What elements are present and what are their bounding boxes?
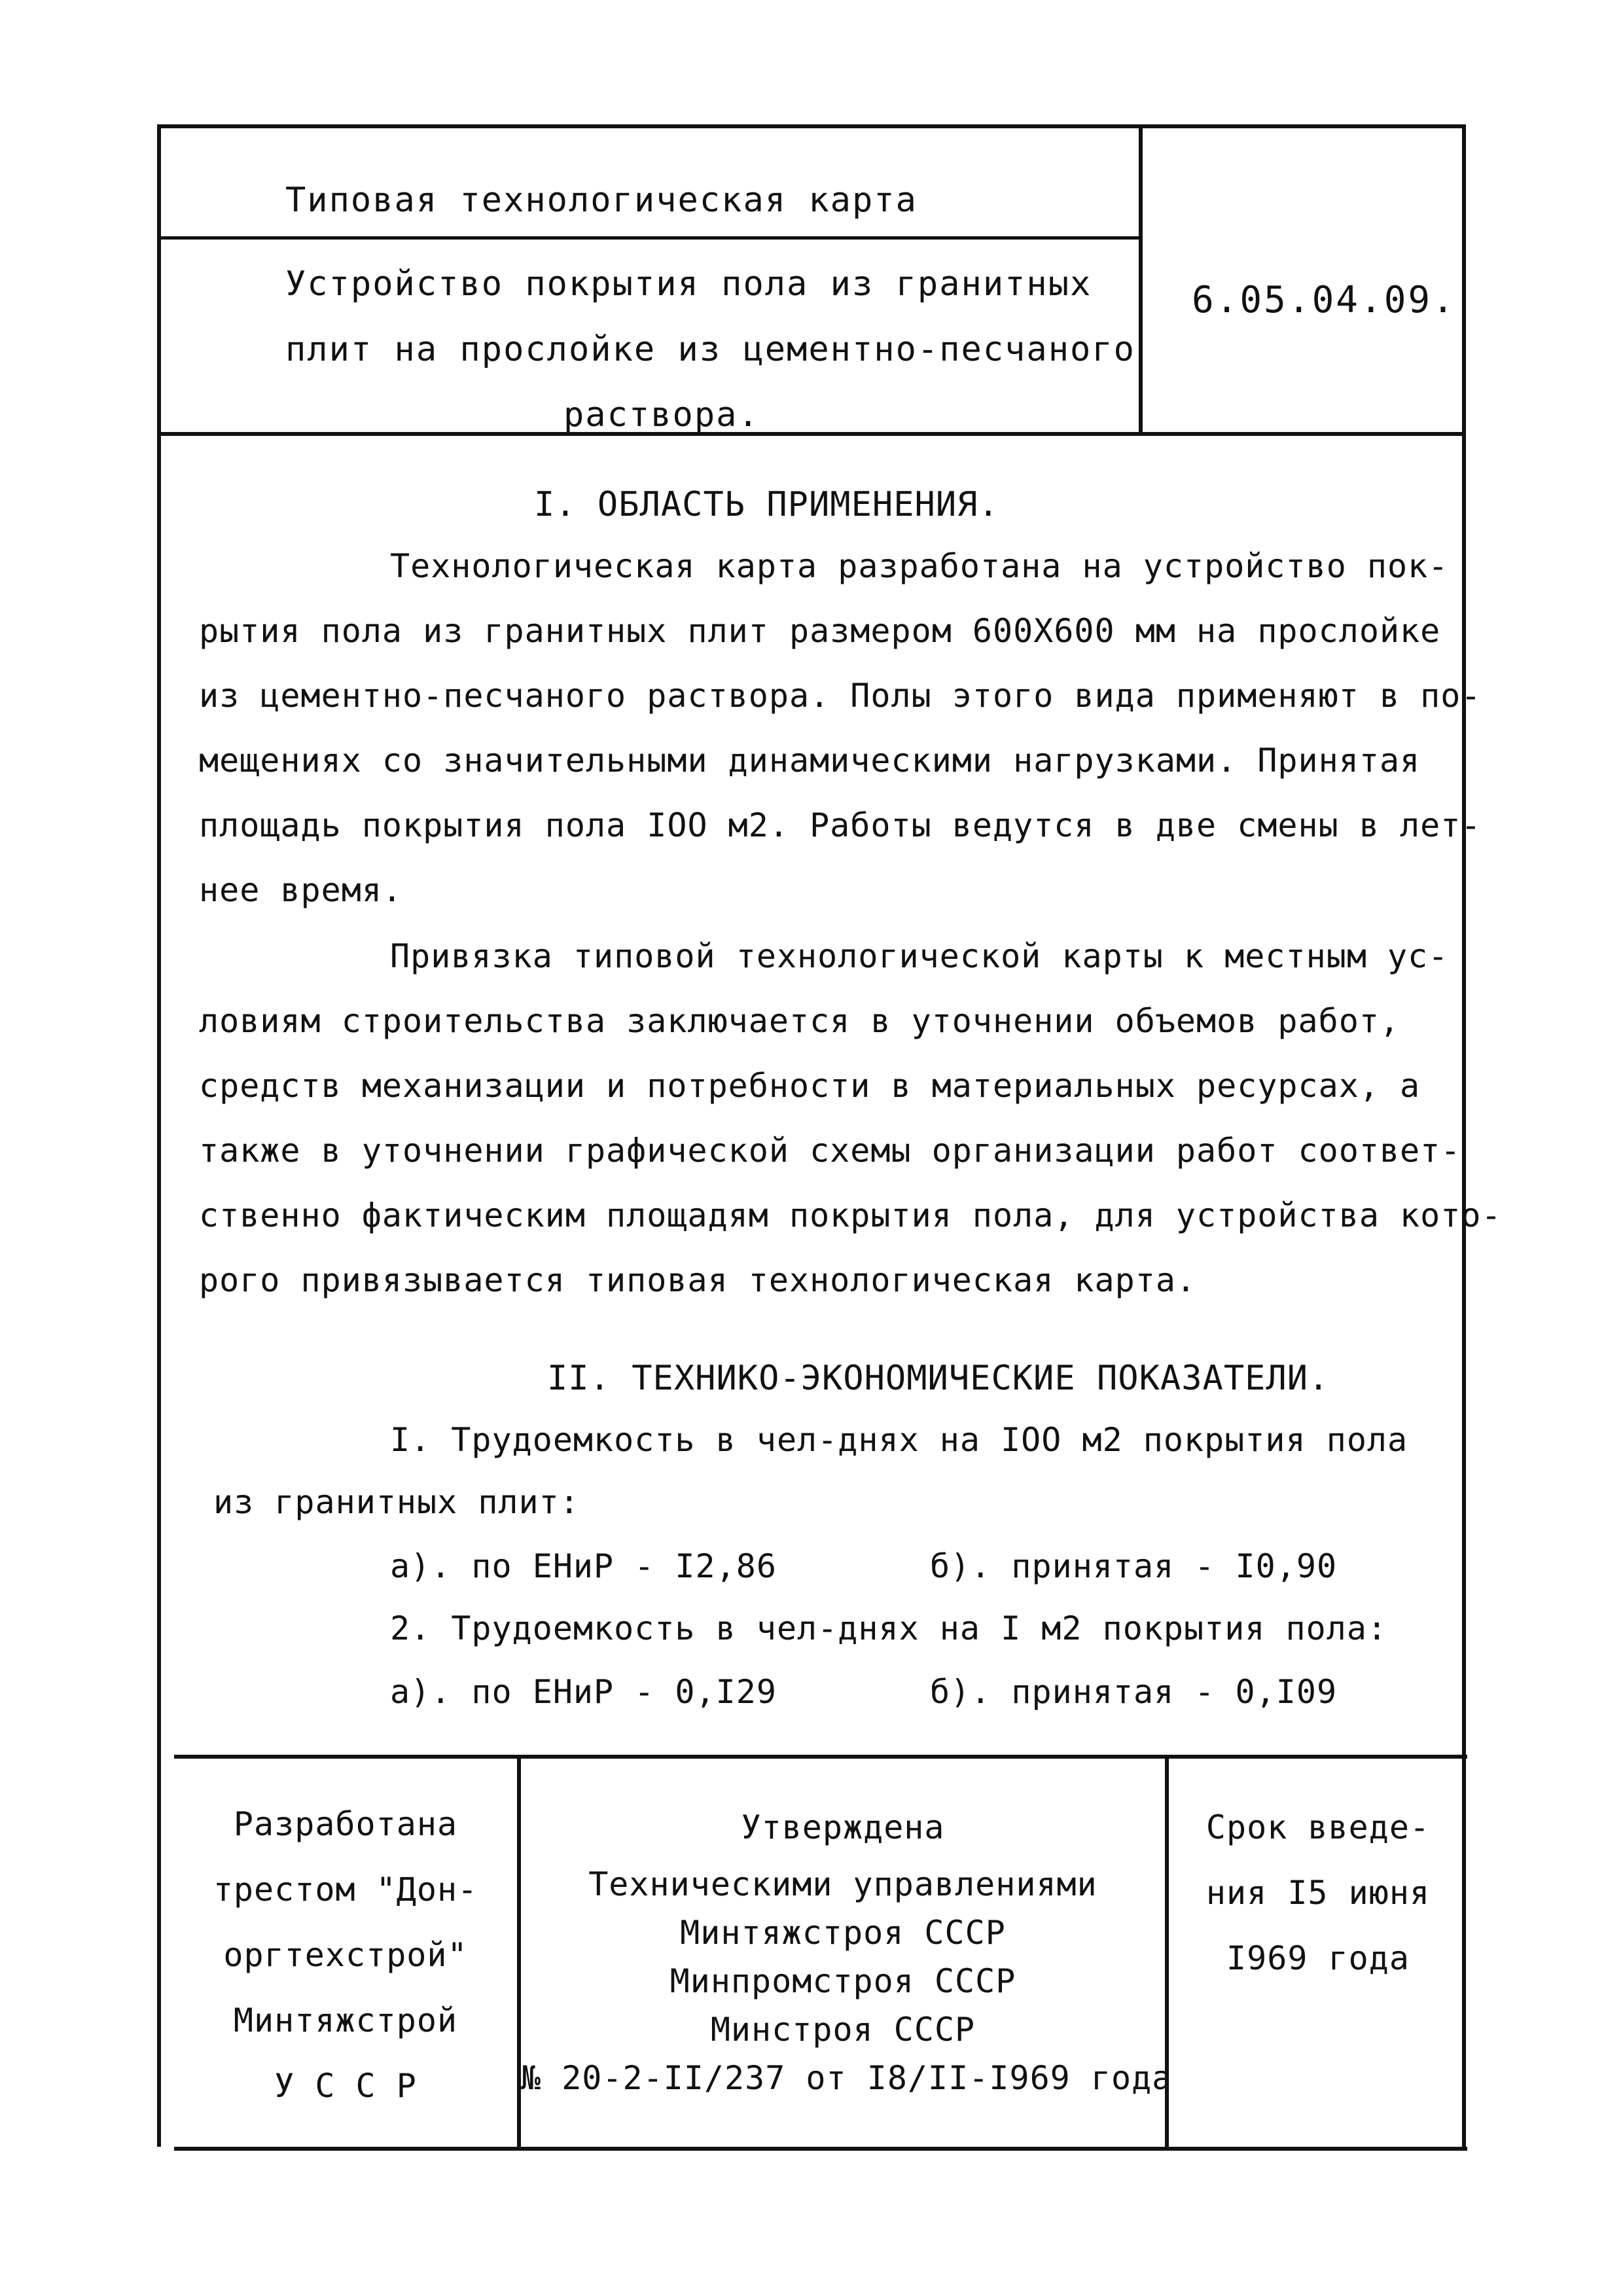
footer-approved-cell [521,1759,1173,2147]
developer-text [174,1791,517,2119]
document-subtitle [285,251,1135,448]
approved-line: Минпромстроя СССР [669,1962,1016,2000]
effective-date-text [1169,1795,1467,1991]
effective-line: Срок введе- [1205,1808,1431,1846]
developer-line: трестом "Дон- [213,1871,478,1909]
footer-table [174,1755,1467,2151]
text-line: из цементно-песчаного раствора. Полы этого вида применяют в по- [199,677,1482,715]
labor-item-1-enir: а). по ЕНиР - I2,86 [390,1547,777,1585]
approved-text [521,1795,1173,2102]
subtitle-line: Устройство покрытия пола из гранитных [285,264,1092,304]
developer-line: оргтехстрой" [223,1936,468,1974]
text-line: также в уточнении графической схемы организации работ соответ- [199,1132,1461,1170]
section-1-paragraph-2 [199,924,1502,1313]
developer-line: У С С Р [274,2067,417,2105]
footer-effective-date-cell [1169,1759,1467,2147]
text-line: Привязка типовой технологической карты к местным ус- [390,937,1449,975]
labor-item-1: I. Трудоемкость в чел-днях на IOO м2 покрытия пола [390,1421,1408,1459]
document-code: 6.05.04.09. [1192,279,1456,321]
text-line: рытия пола из гранитных плит размером 600X600 мм на прослойке [199,612,1441,650]
document-sheet [157,124,1502,2147]
text-line: ственно фактическим площадям покрытия пола, для устройства кото- [199,1196,1502,1234]
effective-line: I969 года [1226,1939,1410,1977]
labor-item-1-continuation: из гранитных плит: [213,1483,580,1521]
header-block [161,128,1462,436]
header-title-row [161,128,1139,240]
approved-line: Утверждена [741,1808,945,1846]
approved-line: Минтяжстроя СССР [680,1914,1006,1952]
section-1-title: I. ОБЛАСТЬ ПРИМЕНЕНИЯ. [534,485,999,524]
text-line: площадь покрытия пола IOO м2. Работы ведутся в две смены в лет- [199,806,1482,844]
approved-line: Минстроя СССР [710,2011,976,2049]
text-line: рого привязывается типовая технологическая карта. [199,1261,1197,1299]
subtitle-line: раствора. [563,395,760,435]
text-line: Технологическая карта разработана на устройство пок- [390,547,1449,585]
approved-line: Техническими управлениями [588,1865,1097,1903]
section-2-title: II. ТЕХНИКО-ЭКОНОМИЧЕСКИЕ ПОКАЗАТЕЛИ. [547,1359,1330,1398]
labor-item-2-enir: а). по ЕНиР - 0,I29 [390,1673,777,1711]
developer-line: Разработана [233,1805,458,1843]
text-line: ловиям строительства заключается в уточнении объемов работ, [199,1002,1400,1040]
approval-number: № 20-2-II/237 от I8/II-I969 года [521,2059,1173,2097]
labor-item-1-accepted: б). принятая - I0,90 [930,1547,1338,1585]
developer-line: Минтяжстрой [233,2001,458,2039]
labor-item-2-accepted: б). принятая - 0,I09 [930,1673,1338,1711]
text-line: мещениях со значительными динамическими нагрузками. Принятая [199,742,1421,780]
footer-developer-cell [174,1759,521,2147]
effective-line: ния I5 июня [1205,1874,1431,1912]
subtitle-line: плит на прослойке из цементно-песчаного [285,330,1135,369]
labor-item-2: 2. Трудоемкость в чел-днях на I м2 покрытия пола: [390,1609,1388,1647]
text-line: средств механизации и потребности в материальных ресурсах, а [199,1067,1421,1105]
header-left-cell [161,128,1143,435]
section-1-paragraph-1 [199,534,1482,923]
document-type-title: Типовая технологическая карта [285,181,918,220]
text-line: нее время. [199,871,403,909]
